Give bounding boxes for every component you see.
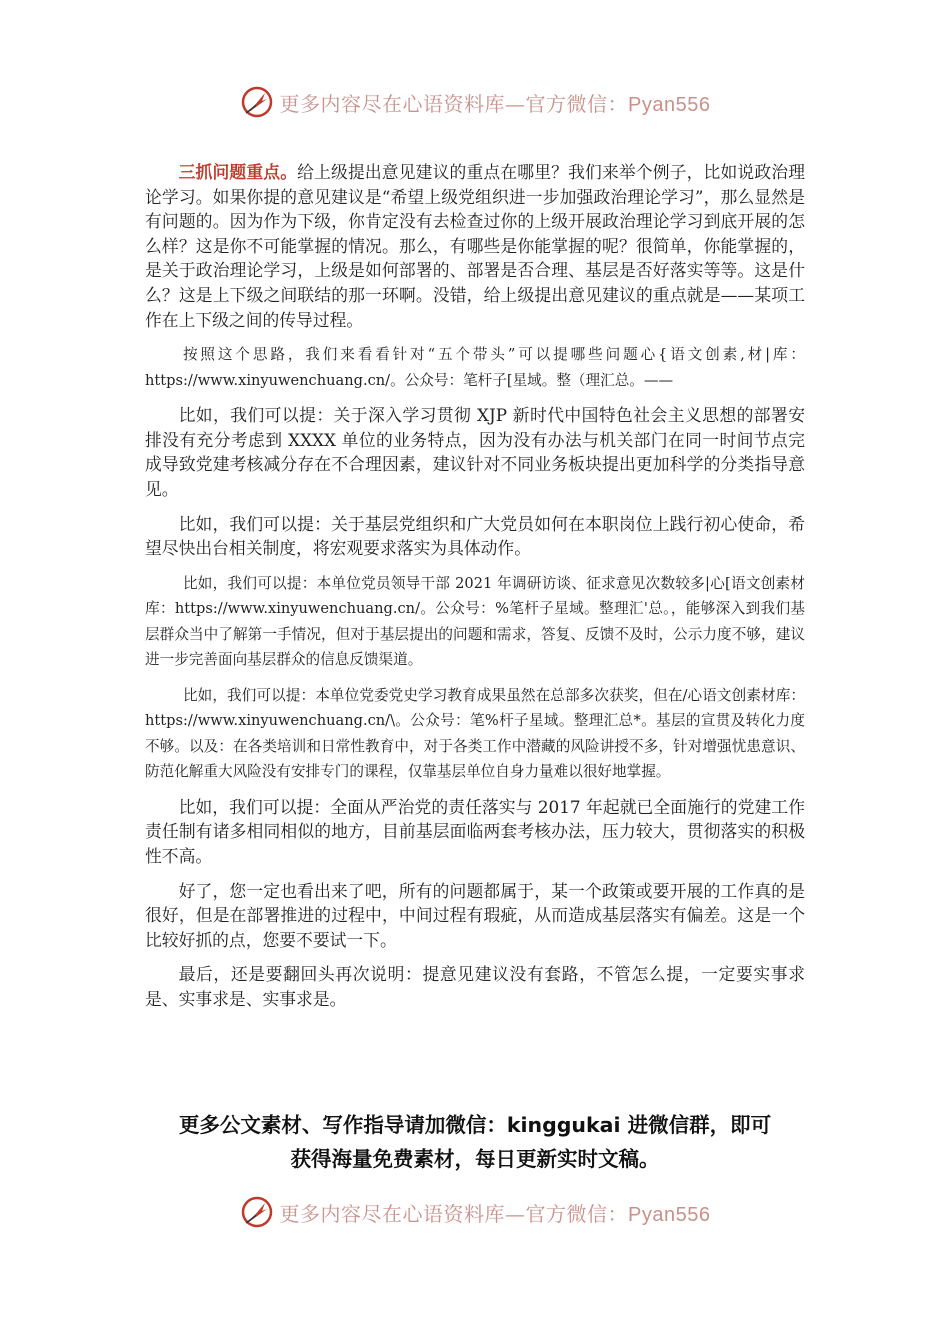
promo-note bbox=[145, 1108, 805, 1176]
promo-line-1: 更多公文素材、写作指导请加微信：kinggukai 进微信群，即可 bbox=[178, 1113, 772, 1137]
footer-banner bbox=[0, 1190, 950, 1234]
paragraph-5: 比如，我们可以提：本单位党员领导干部 2021 年调研访谈、征求意见次数较多|心[语文创素材库：https://www.xinyuwenchuang.cn/。公众号：%笔杆子星域。整理汇'总。，能够深入到我们基层群众当中了解第一手情况，但对于基层提出的问题和需求，答复、反馈不及时，公示力度不够，建议进一步完善面向基层群众的信息反馈渠道。 bbox=[145, 574, 805, 669]
banner-wechat-id: Pyan556 bbox=[628, 93, 711, 116]
paragraph-8: 好了，您一定也看出来了吧，所有的问题都属于，某一个政策或要开展的工作真的是很好，但是在部署推进的过程中，中间过程有瑕疵，从而造成基层落实有偏差。这是一个比较好抓的点，您要不要试一下。 bbox=[145, 880, 805, 950]
quill-logo-icon bbox=[240, 1195, 274, 1229]
paragraph-2: 按照这个思路，我们来看看针对“五个带头”可以提哪些问题心{语文创素,材|库：https://www.xinyuwenchuang.cn/。公众号：笔杆子[星域。整（理汇总。—— bbox=[145, 346, 805, 389]
paragraph-6: 比如，我们可以提：本单位党委党史学习教育成果虽然在总部多次获奖，但在/心语文创素材库：https://www.xinyuwenchuang.cn/\。公众号：笔%杆子星域。整理汇总*。基层的宣贯及转化力度不够。以及：在各类培训和日常性教育中，对于各类工作中潜藏的风险讲授不多，针对增强忧患意识、防范化解重大风险没有安排专门的课程，仅靠基层单位自身力量难以很好地掌握。 bbox=[145, 686, 805, 781]
section-heading: 三抓问题重点。 bbox=[178, 162, 298, 182]
paragraph-7: 比如，我们可以提：全面从严治党的责任落实与 2017 年起就已全面施行的党建工作责任制有诸多相同相似的地方，目前基层面临两套考核办法，压力较大，贯彻落实的积极性不高。 bbox=[145, 796, 805, 866]
paragraph-1: 三抓问题重点。给上级提出意见建议的重点在哪里？我们来举个例子，比如说政治理论学习。如果你提的意见建议是“希望上级党组织进一步加强政治理论学习”，那么显然是有问题的。因为作为下级，你肯定没有去检查过你的上级开展政治理论学习到底开展的怎么样？这是你不可能掌握的情况。那么，有哪些是你能掌握的呢？很简单，你能掌握的，是关于政治理论学习，上级是如何部署的、部署是否合理、基层是否好落实等等。这是什么？这是上下级之间联结的那一环啊。没错，给上级提出意见建议的重点就是——某项工作在上下级之间的传导过程。 bbox=[145, 162, 805, 330]
banner-text: 更多内容尽在心语资料库—官方微信：Pyan556 bbox=[279, 91, 711, 116]
promo-line-2: 获得海量免费素材，每日更新实时文稿。 bbox=[290, 1147, 660, 1171]
quill-logo-icon bbox=[240, 85, 274, 119]
article-body bbox=[145, 160, 805, 1021]
paragraph-9: 最后，还是要翻回头再次说明：提意见建议没有套路，不管怎么提，一定要实事求是、实事求是、实事求是。 bbox=[145, 964, 805, 1009]
banner-wechat-id: Pyan556 bbox=[628, 1203, 711, 1226]
paragraph-3: 比如，我们可以提：关于深入学习贯彻 XJP 新时代中国特色社会主义思想的部署安排没有充分考虑到 XXXX 单位的业务特点，因为没有办法与机关部门在同一时间节点完成导致党建考核减分存在不合理因素，建议针对不同业务板块提出更加科学的分类指导意见。 bbox=[145, 405, 805, 499]
header-banner bbox=[0, 80, 950, 124]
paragraph-4: 比如，我们可以提：关于基层党组织和广大党员如何在本职岗位上践行初心使命，希望尽快出台相关制度，将宏观要求落实为具体动作。 bbox=[145, 513, 805, 559]
banner-text: 更多内容尽在心语资料库—官方微信：Pyan556 bbox=[279, 1201, 711, 1226]
